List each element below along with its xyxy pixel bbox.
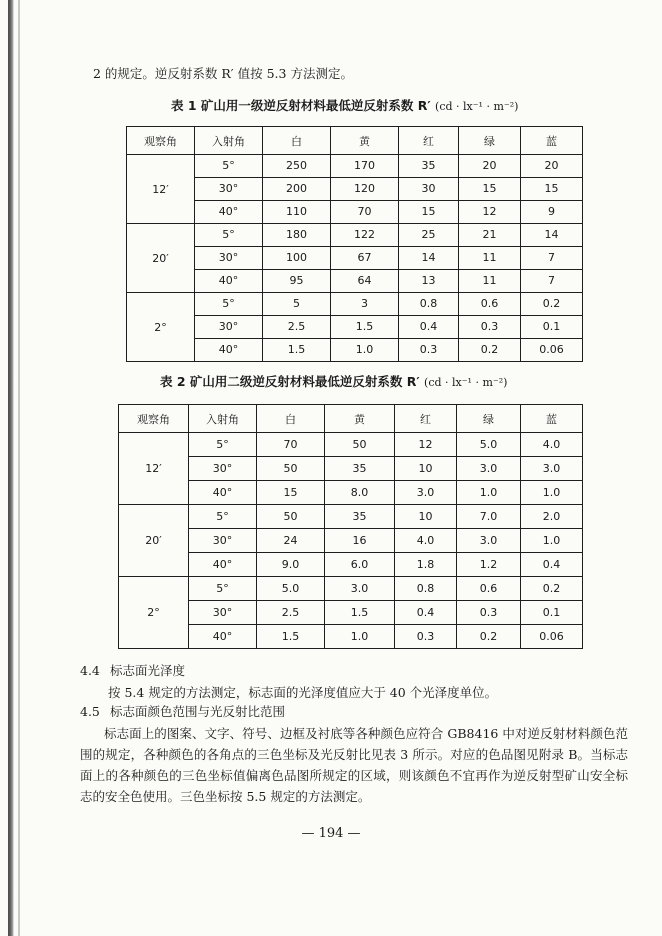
table-row (119, 457, 583, 481)
blue-value-td (521, 293, 583, 316)
red-value-td (395, 529, 457, 553)
white-value-cell: 50 (283, 510, 298, 523)
red-value-cell: 0.4 (416, 606, 435, 619)
yellow-value-td (331, 155, 399, 178)
red-value-cell: 13 (421, 274, 436, 287)
white-value-td (263, 293, 331, 316)
red-value-cell: 1.8 (416, 558, 435, 571)
incidence-angle-td (189, 433, 257, 457)
white-value-cell: 1.5 (281, 630, 300, 643)
header-incidence-angle: 入射角 (195, 127, 263, 155)
white-value-cell: 9.0 (281, 558, 300, 571)
red-value-cell: 10 (418, 510, 433, 523)
yellow-value-td (325, 505, 395, 529)
yellow-value-cell: 8.0 (350, 486, 369, 499)
white-value-td (263, 339, 331, 362)
red-value-td (399, 201, 459, 224)
green-value-cell: 0.3 (480, 320, 499, 333)
table-row (119, 505, 583, 529)
yellow-value-td (325, 625, 395, 649)
red-value-cell: 14 (421, 251, 436, 264)
table-2-header-row (119, 405, 583, 433)
white-value-cell: 200 (286, 182, 307, 195)
yellow-value-td (325, 529, 395, 553)
blue-value-cell: 0.2 (542, 297, 561, 310)
section-number: 4.4 (80, 663, 100, 678)
white-value-td (263, 224, 331, 247)
incidence-angle-cell: 30° (218, 320, 239, 333)
red-value-cell: 0.4 (419, 320, 438, 333)
yellow-value-td (325, 457, 395, 481)
green-value-td (459, 339, 521, 362)
blue-value-cell: 7 (548, 274, 555, 287)
yellow-value-cell: 35 (352, 462, 367, 475)
table-1 (126, 126, 583, 362)
white-value-td (263, 270, 331, 293)
blue-value-cell: 0.1 (542, 606, 561, 619)
table-row (127, 178, 583, 201)
yellow-value-td (325, 577, 395, 601)
yellow-value-cell: 70 (357, 205, 372, 218)
section-4-4-heading (80, 665, 185, 678)
red-value-td (395, 553, 457, 577)
red-value-td (395, 433, 457, 457)
red-value-cell: 0.8 (416, 582, 435, 595)
blue-value-td (521, 433, 583, 457)
incidence-angle-cell: 5° (222, 159, 235, 172)
red-value-cell: 30 (421, 182, 436, 195)
yellow-value-td (325, 553, 395, 577)
incidence-angle-td (189, 553, 257, 577)
blue-value-td (521, 625, 583, 649)
incidence-angle-td (189, 601, 257, 625)
observation-angle-cell: 20′ (119, 505, 189, 577)
red-value-cell: 25 (421, 228, 436, 241)
green-value-cell: 11 (482, 251, 497, 264)
header-blue: 蓝 (521, 405, 583, 433)
incidence-angle-cell: 30° (212, 534, 233, 547)
yellow-value-td (325, 601, 395, 625)
green-value-td (457, 529, 521, 553)
incidence-angle-cell: 30° (212, 606, 233, 619)
header-red: 红 (399, 127, 459, 155)
incidence-angle-td (189, 457, 257, 481)
red-value-td (399, 178, 459, 201)
white-value-td (257, 433, 325, 457)
section-4-5-paragraph: 标志面上的图案、文字、符号、边框及衬底等各种颜色应符合 GB8416 中对逆反射材料颜色范围的规定，各种颜色的各角点的三色坐标及光反射比见表 3 所示。对应的色品图见附录 B。当标志面上的各种颜色的三色坐标值偏离色品图所规定的区域，则该颜色不宜再作为逆反射型矿山安全标志的安全色使用。三色坐标按 5.5 规定的方法测定。 (80, 726, 628, 804)
table-row (127, 316, 583, 339)
observation-angle-cell: 12′ (127, 155, 195, 224)
table-2-caption (160, 376, 507, 389)
white-value-cell: 24 (283, 534, 298, 547)
yellow-value-cell: 1.5 (355, 320, 374, 333)
white-value-td (257, 601, 325, 625)
red-value-td (399, 339, 459, 362)
green-value-cell: 21 (482, 228, 497, 241)
yellow-value-td (325, 433, 395, 457)
yellow-value-td (331, 224, 399, 247)
green-value-td (459, 155, 521, 178)
blue-value-td (521, 270, 583, 293)
red-value-td (399, 270, 459, 293)
blue-value-cell: 1.0 (542, 534, 561, 547)
white-value-cell: 5.0 (281, 582, 300, 595)
red-value-td (399, 224, 459, 247)
green-value-cell: 0.2 (479, 630, 498, 643)
white-value-td (257, 481, 325, 505)
blue-value-cell: 20 (544, 159, 559, 172)
table-row (119, 529, 583, 553)
red-value-td (395, 457, 457, 481)
table-1-caption (171, 100, 518, 113)
red-value-cell: 0.8 (419, 297, 438, 310)
red-value-td (399, 155, 459, 178)
white-value-td (257, 505, 325, 529)
green-value-cell: 1.2 (479, 558, 498, 571)
blue-value-td (521, 577, 583, 601)
white-value-cell: 50 (283, 462, 298, 475)
yellow-value-cell: 170 (354, 159, 375, 172)
green-value-cell: 0.6 (479, 582, 498, 595)
green-value-cell: 7.0 (479, 510, 498, 523)
header-incidence-angle: 入射角 (189, 405, 257, 433)
blue-value-td (521, 339, 583, 362)
yellow-value-td (325, 481, 395, 505)
page-number: — 194 — (301, 826, 361, 841)
white-value-td (257, 553, 325, 577)
red-value-cell: 0.3 (419, 343, 438, 356)
incidence-angle-td (195, 224, 263, 247)
red-value-td (395, 601, 457, 625)
blue-value-cell: 0.06 (539, 343, 564, 356)
white-value-cell: 2.5 (281, 606, 300, 619)
table-row (127, 270, 583, 293)
green-value-td (457, 625, 521, 649)
yellow-value-cell: 1.0 (355, 343, 374, 356)
blue-value-td (521, 505, 583, 529)
white-value-td (263, 316, 331, 339)
green-value-cell: 0.3 (479, 606, 498, 619)
header-white: 白 (257, 405, 325, 433)
green-value-td (457, 433, 521, 457)
table-row (127, 201, 583, 224)
header-white: 白 (263, 127, 331, 155)
table-row (119, 577, 583, 601)
table-row (119, 481, 583, 505)
yellow-value-cell: 3 (361, 297, 368, 310)
white-value-td (263, 155, 331, 178)
white-value-cell: 95 (289, 274, 304, 287)
blue-value-cell: 7 (548, 251, 555, 264)
blue-value-td (521, 553, 583, 577)
incidence-angle-cell: 5° (222, 297, 235, 310)
table-row (119, 553, 583, 577)
incidence-angle-cell: 30° (218, 182, 239, 195)
green-value-td (459, 178, 521, 201)
observation-angle-cell: 12′ (119, 433, 189, 505)
table-row (119, 625, 583, 649)
observation-angle-cell: 2° (119, 577, 189, 649)
incidence-angle-cell: 40° (212, 630, 233, 643)
incidence-angle-cell: 30° (218, 251, 239, 264)
intro-line: 2 的规定。逆反射系数 R′ 值按 5.3 方法测定。 (93, 66, 353, 81)
table-row (127, 155, 583, 178)
yellow-value-td (331, 270, 399, 293)
incidence-angle-td (189, 529, 257, 553)
page-binding-shadow (18, 0, 20, 936)
blue-value-td (521, 601, 583, 625)
yellow-value-cell: 122 (354, 228, 375, 241)
blue-value-cell: 2.0 (542, 510, 561, 523)
white-value-cell: 250 (286, 159, 307, 172)
incidence-angle-td (195, 270, 263, 293)
yellow-value-cell: 3.0 (350, 582, 369, 595)
blue-value-td (521, 178, 583, 201)
incidence-angle-td (195, 339, 263, 362)
table-2-caption-text: 表 2 矿山用二级逆反射材料最低逆反射系数 R′ (160, 374, 420, 389)
white-value-td (257, 625, 325, 649)
table-row (127, 339, 583, 362)
green-value-td (459, 270, 521, 293)
section-title: 标志面光泽度 (110, 663, 186, 678)
red-value-td (399, 247, 459, 270)
green-value-cell: 3.0 (479, 462, 498, 475)
green-value-cell: 0.6 (480, 297, 499, 310)
red-value-cell: 15 (421, 205, 436, 218)
section-title: 标志面颜色范围与光反射比范围 (110, 704, 286, 719)
blue-value-td (521, 224, 583, 247)
green-value-td (457, 601, 521, 625)
white-value-cell: 180 (286, 228, 307, 241)
header-yellow: 黄 (331, 127, 399, 155)
blue-value-cell: 1.0 (542, 486, 561, 499)
green-value-cell: 3.0 (479, 534, 498, 547)
incidence-angle-td (195, 247, 263, 270)
green-value-td (459, 293, 521, 316)
table-row (127, 224, 583, 247)
yellow-value-cell: 64 (357, 274, 372, 287)
table-row (127, 247, 583, 270)
yellow-value-cell: 16 (352, 534, 367, 547)
green-value-td (457, 457, 521, 481)
green-value-td (459, 224, 521, 247)
green-value-cell: 1.0 (479, 486, 498, 499)
green-value-td (459, 201, 521, 224)
incidence-angle-cell: 40° (218, 343, 239, 356)
yellow-value-cell: 35 (352, 510, 367, 523)
blue-value-cell: 9 (548, 205, 555, 218)
incidence-angle-cell: 5° (216, 438, 229, 451)
section-number: 4.5 (80, 704, 100, 719)
yellow-value-td (331, 178, 399, 201)
table-row (119, 601, 583, 625)
red-value-cell: 12 (418, 438, 433, 451)
white-value-cell: 15 (283, 486, 298, 499)
white-value-cell: 70 (283, 438, 298, 451)
red-value-td (399, 293, 459, 316)
blue-value-cell: 3.0 (542, 462, 561, 475)
incidence-angle-cell: 5° (216, 510, 229, 523)
yellow-value-td (331, 201, 399, 224)
red-value-td (395, 577, 457, 601)
yellow-value-cell: 67 (357, 251, 372, 264)
white-value-cell: 110 (286, 205, 307, 218)
table-2 (118, 404, 583, 649)
header-red: 红 (395, 405, 457, 433)
observation-angle-cell: 2° (127, 293, 195, 362)
observation-angle-cell: 20′ (127, 224, 195, 293)
green-value-cell: 5.0 (479, 438, 498, 451)
header-yellow: 黄 (325, 405, 395, 433)
yellow-value-cell: 1.0 (350, 630, 369, 643)
blue-value-cell: 0.2 (542, 582, 561, 595)
blue-value-cell: 0.1 (542, 320, 561, 333)
header-observation-angle: 观察角 (119, 405, 189, 433)
red-value-cell: 0.3 (416, 630, 435, 643)
incidence-angle-td (189, 481, 257, 505)
table-1-unit: (cd · lx⁻¹ · m⁻²) (435, 100, 519, 113)
yellow-value-cell: 120 (354, 182, 375, 195)
blue-value-cell: 15 (544, 182, 559, 195)
white-value-cell: 1.5 (287, 343, 306, 356)
red-value-cell: 35 (421, 159, 436, 172)
incidence-angle-td (195, 293, 263, 316)
incidence-angle-cell: 40° (212, 558, 233, 571)
incidence-angle-td (189, 505, 257, 529)
blue-value-td (521, 155, 583, 178)
table-1-caption-text: 表 1 矿山用一级逆反射材料最低逆反射系数 R′ (171, 98, 431, 113)
red-value-td (395, 625, 457, 649)
incidence-angle-cell: 40° (218, 205, 239, 218)
yellow-value-cell: 6.0 (350, 558, 369, 571)
green-value-cell: 11 (482, 274, 497, 287)
green-value-td (457, 505, 521, 529)
yellow-value-td (331, 247, 399, 270)
header-observation-angle: 观察角 (127, 127, 195, 155)
page-binding-edge (8, 0, 14, 936)
green-value-cell: 15 (482, 182, 497, 195)
incidence-angle-td (195, 201, 263, 224)
blue-value-td (521, 529, 583, 553)
white-value-td (257, 577, 325, 601)
white-value-td (263, 247, 331, 270)
blue-value-cell: 0.06 (539, 630, 564, 643)
white-value-cell: 5 (293, 297, 300, 310)
red-value-cell: 3.0 (416, 486, 435, 499)
table-1-header-row (127, 127, 583, 155)
blue-value-cell: 0.4 (542, 558, 561, 571)
incidence-angle-cell: 5° (222, 228, 235, 241)
incidence-angle-cell: 5° (216, 582, 229, 595)
red-value-td (399, 316, 459, 339)
header-green: 绿 (459, 127, 521, 155)
white-value-td (263, 201, 331, 224)
blue-value-td (521, 457, 583, 481)
incidence-angle-td (195, 178, 263, 201)
green-value-cell: 0.2 (480, 343, 499, 356)
red-value-td (395, 481, 457, 505)
incidence-angle-cell: 40° (212, 486, 233, 499)
white-value-cell: 2.5 (287, 320, 306, 333)
section-4-5-heading (80, 706, 285, 719)
green-value-cell: 20 (482, 159, 497, 172)
yellow-value-td (331, 293, 399, 316)
incidence-angle-td (189, 577, 257, 601)
table-2-unit: (cd · lx⁻¹ · m⁻²) (424, 376, 508, 389)
green-value-td (457, 481, 521, 505)
yellow-value-td (331, 316, 399, 339)
green-value-td (459, 247, 521, 270)
blue-value-td (521, 481, 583, 505)
green-value-td (457, 577, 521, 601)
yellow-value-cell: 50 (352, 438, 367, 451)
incidence-angle-td (189, 625, 257, 649)
blue-value-td (521, 316, 583, 339)
incidence-angle-cell: 40° (218, 274, 239, 287)
incidence-angle-cell: 30° (212, 462, 233, 475)
table-row (127, 293, 583, 316)
yellow-value-cell: 1.5 (350, 606, 369, 619)
section-4-4-paragraph: 按 5.4 规定的方法测定，标志面的光泽度值应大于 40 个光泽度单位。 (108, 685, 498, 700)
white-value-td (263, 178, 331, 201)
blue-value-cell: 4.0 (542, 438, 561, 451)
white-value-cell: 100 (286, 251, 307, 264)
blue-value-cell: 14 (544, 228, 559, 241)
yellow-value-td (331, 339, 399, 362)
green-value-td (459, 316, 521, 339)
red-value-td (395, 505, 457, 529)
red-value-cell: 4.0 (416, 534, 435, 547)
incidence-angle-td (195, 316, 263, 339)
table-row (119, 433, 583, 457)
header-blue: 蓝 (521, 127, 583, 155)
incidence-angle-td (195, 155, 263, 178)
white-value-td (257, 457, 325, 481)
green-value-td (457, 553, 521, 577)
red-value-cell: 10 (418, 462, 433, 475)
blue-value-td (521, 201, 583, 224)
green-value-cell: 12 (482, 205, 497, 218)
white-value-td (257, 529, 325, 553)
header-green: 绿 (457, 405, 521, 433)
blue-value-td (521, 247, 583, 270)
